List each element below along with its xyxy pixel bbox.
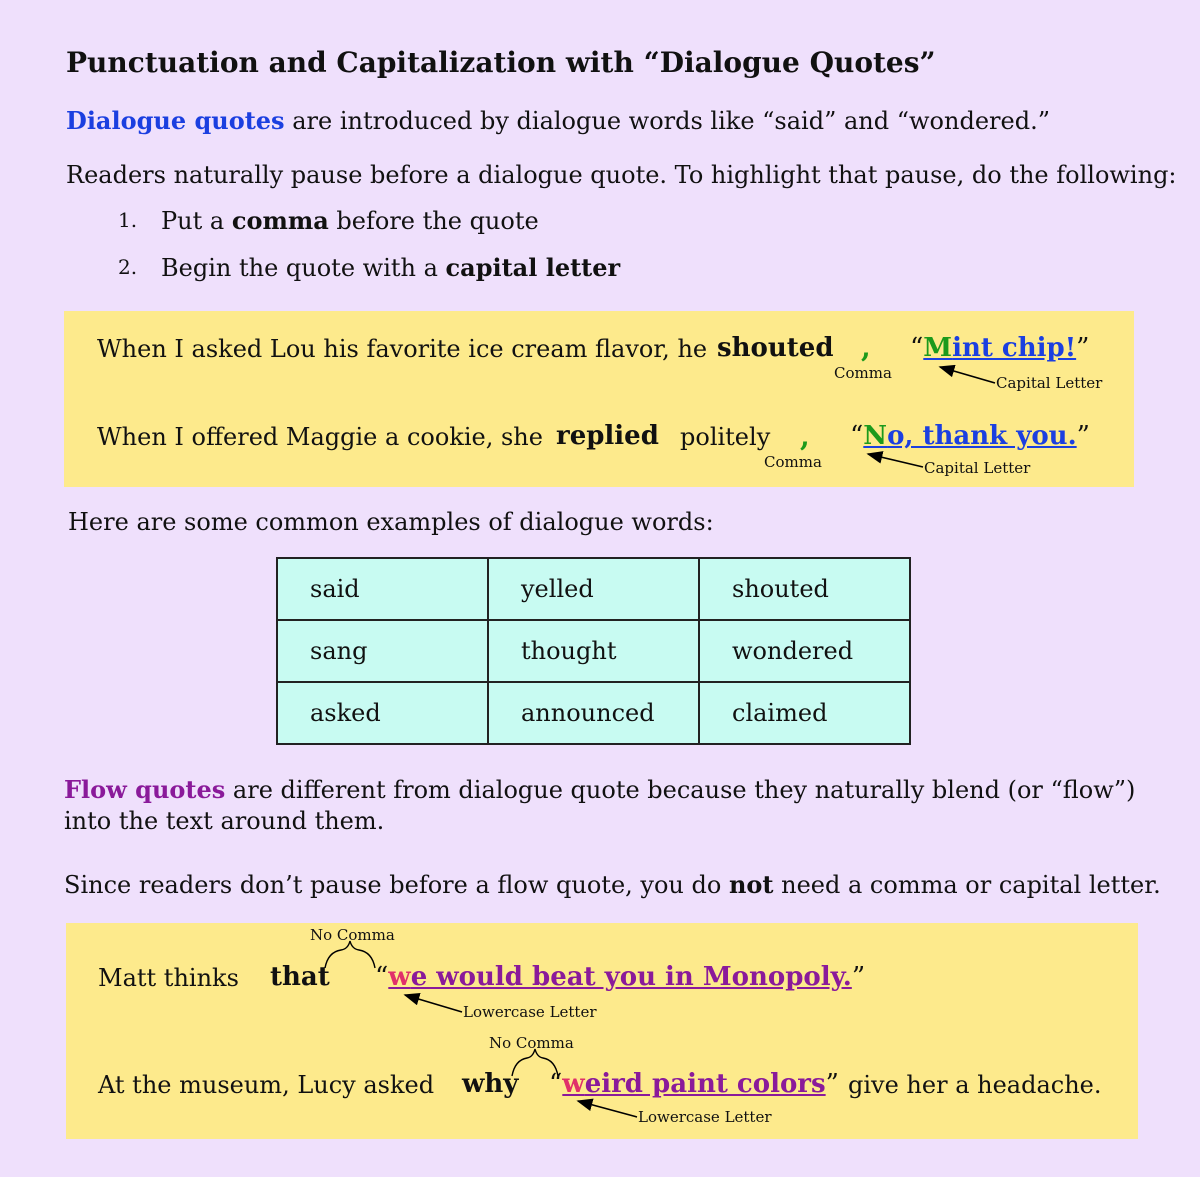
dialogue-example-1-lead: When I asked Lou his favorite ice cream flavor, he bbox=[97, 335, 708, 363]
flow-example-1-quote: “we would beat you in Monopoly.” bbox=[375, 962, 866, 992]
examples-intro: Here are some common examples of dialogue words: bbox=[68, 508, 714, 536]
table-row bbox=[277, 558, 910, 620]
lowercase-letter: w bbox=[562, 1069, 585, 1099]
dialogue-words-table bbox=[276, 557, 911, 745]
dialogue-example-2-quote: “No, thank you.” bbox=[850, 421, 1090, 451]
dialogue-example-2-adverb: politely bbox=[680, 423, 771, 451]
step-number: 2. bbox=[118, 255, 138, 279]
dialogue-example-1-comma: , bbox=[861, 331, 871, 364]
step-number: 1. bbox=[118, 208, 138, 232]
dialogue-example-2-verb: replied bbox=[556, 421, 659, 451]
dialogue-example-2-capital-label: Capital Letter bbox=[924, 459, 1031, 477]
quote-text: weird paint colors bbox=[562, 1069, 826, 1099]
intro-rest: are introduced by dialogue words like “said” and “wondered.” bbox=[284, 107, 1050, 135]
flow-example-2-quote: “weird paint colors” bbox=[549, 1069, 839, 1099]
flow-example-2-tail: give her a headache. bbox=[848, 1071, 1102, 1099]
flow-example-1-no-comma-label: No Comma bbox=[310, 926, 395, 944]
table-cell: thought bbox=[488, 620, 699, 682]
table-cell: said bbox=[277, 558, 488, 620]
table-cell: wondered bbox=[699, 620, 910, 682]
intro-line bbox=[66, 106, 1050, 135]
flow-quotes-term: Flow quotes bbox=[64, 775, 226, 804]
dialogue-example-1-quote: “Mint chip!” bbox=[910, 333, 1090, 363]
table-cell: announced bbox=[488, 682, 699, 744]
dialogue-example-2-comma-label: Comma bbox=[764, 453, 822, 471]
step-bold: capital letter bbox=[445, 253, 621, 282]
since-line: Since readers don’t pause before a flow quote, you do not need a comma or capital letter. bbox=[64, 870, 1161, 899]
table-cell: sang bbox=[277, 620, 488, 682]
lowercase-letter: w bbox=[388, 962, 411, 992]
page-title: Punctuation and Capitalization with “Dialogue Quotes” bbox=[66, 46, 936, 79]
table-cell: asked bbox=[277, 682, 488, 744]
flow-example-1-lead: Matt thinks bbox=[98, 964, 239, 992]
flow-line-1: Flow quotes are different from dialogue quote because they naturally blend (or “flow”) bbox=[64, 775, 1136, 804]
capital-letter: N bbox=[863, 421, 888, 451]
table-row bbox=[277, 620, 910, 682]
quote-text: Mint chip! bbox=[923, 333, 1077, 363]
step-text: Begin the quote with a capital letter bbox=[161, 253, 621, 282]
flow-line-2: into the text around them. bbox=[64, 807, 385, 835]
table-row bbox=[277, 682, 910, 744]
dialogue-example-1-comma-label: Comma bbox=[834, 364, 892, 382]
table-cell: yelled bbox=[488, 558, 699, 620]
flow-example-1-lowercase-label: Lowercase Letter bbox=[463, 1003, 597, 1021]
dialogue-example-2-lead: When I offered Maggie a cookie, she bbox=[97, 423, 543, 451]
flow-example-2-no-comma-label: No Comma bbox=[489, 1034, 574, 1052]
step-2 bbox=[118, 253, 621, 282]
pause-line: Readers naturally pause before a dialogue quote. To highlight that pause, do the following: bbox=[66, 161, 1177, 189]
quote-text: No, thank you. bbox=[863, 421, 1077, 451]
flow-example-box bbox=[66, 923, 1138, 1139]
dialogue-example-2-comma: , bbox=[800, 420, 810, 453]
dialogue-quotes-term: Dialogue quotes bbox=[66, 106, 285, 135]
capital-letter: M bbox=[923, 333, 953, 363]
step-bold: comma bbox=[231, 206, 329, 235]
dialogue-example-1-capital-label: Capital Letter bbox=[996, 374, 1103, 392]
flow-example-2-lead: At the museum, Lucy asked bbox=[98, 1071, 435, 1099]
not-bold: not bbox=[728, 870, 774, 899]
step-text: Put a comma before the quote bbox=[161, 206, 539, 235]
step-1 bbox=[118, 206, 539, 235]
flow-example-2-lowercase-label: Lowercase Letter bbox=[638, 1108, 772, 1126]
table-cell: shouted bbox=[699, 558, 910, 620]
quote-text: we would beat you in Monopoly. bbox=[388, 962, 852, 992]
dialogue-example-1-verb: shouted bbox=[717, 333, 834, 363]
flow-example-2-bold-word: why bbox=[462, 1069, 519, 1099]
flow-example-1-bold-word: that bbox=[270, 962, 330, 992]
table-cell: claimed bbox=[699, 682, 910, 744]
